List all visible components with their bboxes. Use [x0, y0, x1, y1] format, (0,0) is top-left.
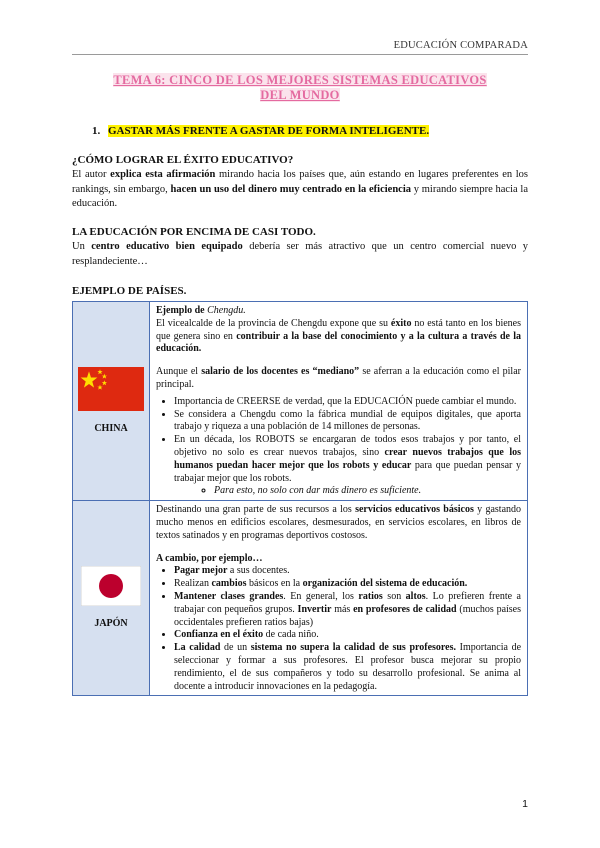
list-item: • Pagar mejor a sus docentes. — [174, 565, 521, 578]
japan-bullet-list — [156, 565, 521, 693]
china-bullet-list — [156, 396, 521, 498]
paragraph-success: El autor explica esta afirmación mirando hacia los países que, aún estando en lugares preferentes en los rankings, sin embargo, hacen un uso del dinero muy centrado en la eficiencia y mirando siempre hacia la educación. — [72, 169, 528, 209]
title-line-2: DEL MUNDO — [260, 88, 340, 102]
table-row-china — [73, 302, 528, 501]
list-item: • Realizan cambios básicos en la organización del sistema de educación. — [174, 578, 521, 591]
japan-flag-cell — [73, 501, 150, 696]
question-heading-success: ¿CÓMO LOGRAR EL ÉXITO EDUCATIVO? — [72, 154, 294, 166]
country-name-china: CHINA — [94, 422, 128, 434]
section-title: GASTAR MÁS FRENTE A GASTAR DE FORMA INTELIGENTE. — [108, 125, 430, 137]
section-number: 1. — [92, 125, 101, 137]
china-paragraph-1: El vicealcalde de la provincia de Chengdu expone que su éxito no está tanto en los bienes que genera sino en contribuir a la base del conocimiento y a la cultura a través de la educación. — [156, 317, 521, 355]
running-header: EDUCACIÓN COMPARADA — [393, 40, 528, 51]
page-number: 1 — [522, 798, 528, 810]
japan-cambio-heading: A cambio, por ejemplo… — [156, 552, 263, 564]
page-title — [72, 73, 528, 103]
countries-table — [72, 301, 528, 696]
japan-intro: Destinando una gran parte de sus recursos a los servicios educativos básicos y gastando mucho menos en edificios escolares, desmesurados, en servicios escolares, en libros de textos satinados y en programas deportivos costosos. — [156, 504, 522, 541]
china-flag-icon — [78, 367, 144, 411]
list-item: • En un década, los ROBOTS se encargaran de todos esos trabajos y por tanto, el objetivo no solo es crear nuevos trabajos, sino crear nuevos trabajos que los humanos puedan hacer mejor que los robots y educar para que puedan pensar y trabajar mejor que los robots. ◦ Para esto, no solo con dar más dinero es suficiente. — [174, 434, 521, 498]
heading-education-above: LA EDUCACIÓN POR ENCIMA DE CASI TODO. — [72, 226, 316, 238]
list-item: • Importancia de CREERSE de verdad, que la EDUCACIÓN puede cambiar el mundo. — [174, 396, 521, 409]
section-heading — [92, 125, 429, 137]
country-name-japan: JAPÓN — [94, 617, 128, 629]
table-row-japan — [73, 501, 528, 696]
list-item: • La calidad de un sistema no supera la calidad de sus profesores. Importancia de seleccionar y formar a sus profesores. El profesor busca mejorar su propio rendimiento, el de sus compañeros y todo su desarrollo profesional. Se anima al docente a introducir innovaciones en la pedagogía. — [174, 642, 521, 693]
list-item: • Se considera a Chengdu como la fábrica mundial de equipos digitales, que aporta trabajo y riqueza a una población de 14 millones de personas. — [174, 409, 521, 435]
list-item: ◦ Para esto, no solo con dar más dinero es suficiente. — [214, 485, 521, 498]
header-rule — [72, 54, 528, 55]
japan-flag-icon — [81, 566, 141, 606]
list-item: • Mantener clases grandes. En general, los ratios son altos. Lo prefieren frente a trabajar con pequeños grupos. Invertir más en profesores de calidad (muchos países occidentales prefieren ratios bajas) — [174, 591, 521, 629]
china-flag-cell — [73, 302, 150, 501]
list-item: • Confianza en el éxito de cada niño. — [174, 629, 521, 642]
china-paragraph-2: Aunque el salario de los docentes es “mediano” se aferran a la educación como el pilar principal. — [156, 366, 521, 390]
china-example-line: Ejemplo de Chengdu. — [156, 305, 246, 316]
title-line-1: TEMA 6: CINCO DE LOS MEJORES SISTEMAS EDUCATIVOS — [113, 73, 487, 87]
china-text-cell — [150, 302, 528, 501]
heading-country-examples: EJEMPLO DE PAÍSES. — [72, 285, 187, 297]
paragraph-education-above: Un centro educativo bien equipado debería ser más atractivo que un centro comercial nuevo y resplandeciente… — [72, 241, 528, 267]
japan-text-cell — [150, 501, 528, 696]
china-sub-list — [174, 485, 521, 498]
